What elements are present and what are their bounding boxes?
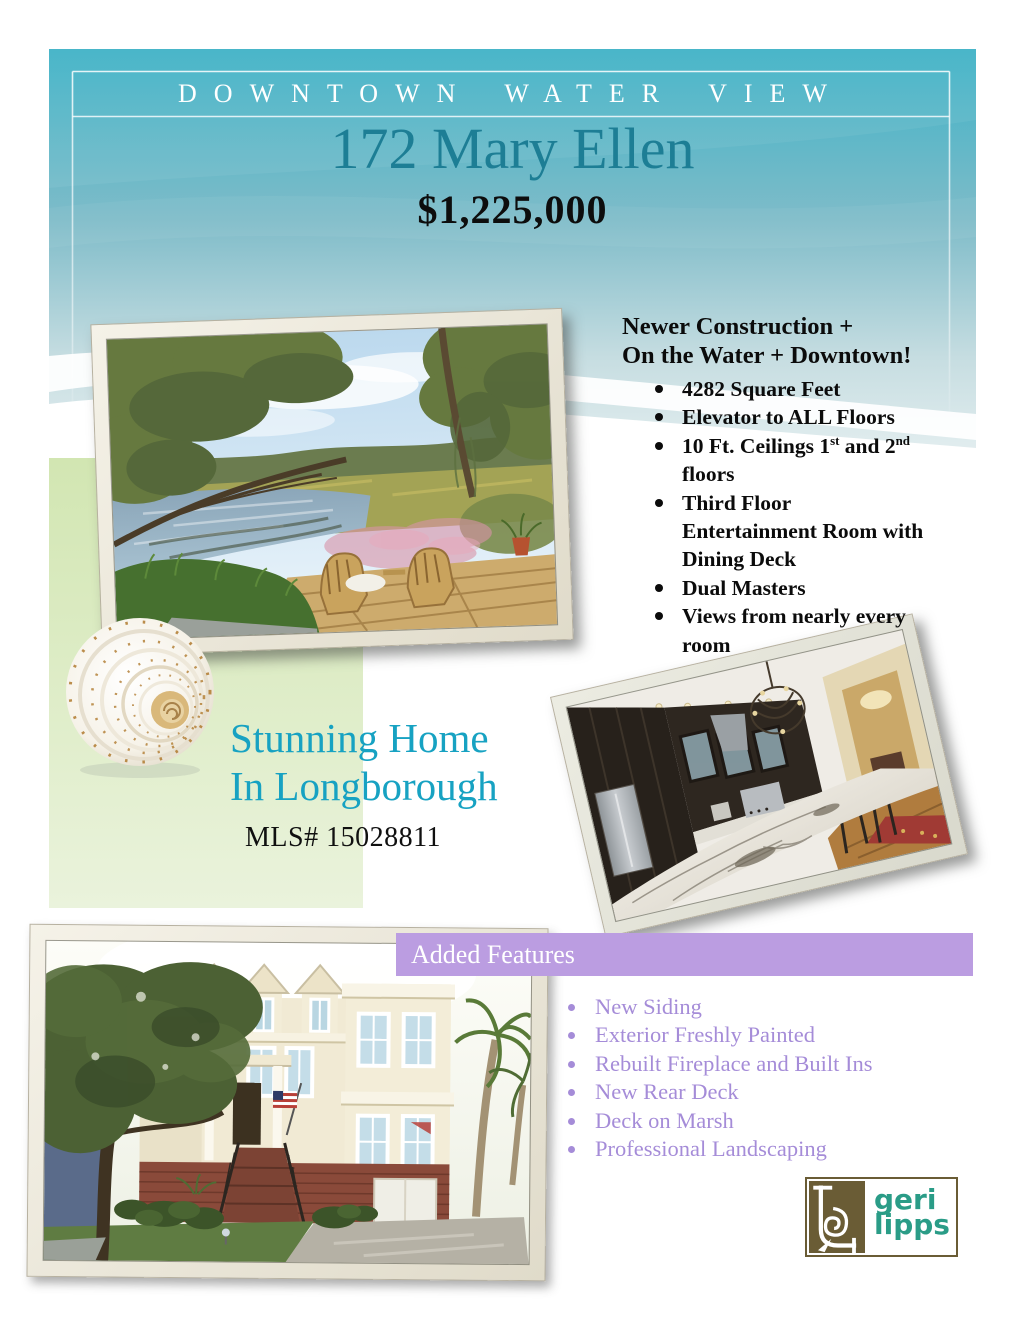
feature-item [622,574,924,602]
logo-word1: geri [874,1183,937,1216]
bullet-icon [655,442,663,450]
banner-title: DOWNTOWN WATER VIEW [178,79,844,108]
logo-flourish-icon [809,1181,865,1253]
feature-item-text: 10 Ft. Ceilings 1st and 2nd floors [682,433,910,487]
house-photo-image [44,941,532,1264]
bullet-icon [568,1004,575,1011]
price-text: $1,225,000 [417,187,608,232]
bullet-icon [568,1118,575,1125]
tagline [230,714,498,810]
feature-item-text: Third Floor Entertainment Room with Dining Deck [682,490,924,572]
feature-item [622,432,924,489]
marsh-photo [90,308,573,656]
feature-item [622,403,924,431]
added-feature-item [560,1107,980,1135]
feature-item [622,602,924,659]
added-feature-item [560,1050,980,1078]
tagline-line2: In Longborough [230,763,498,809]
bullet-icon [568,1146,575,1153]
marsh-photo-image [107,324,557,639]
feature-item [622,489,924,574]
bullet-icon [568,1032,575,1039]
tagline-line1: Stunning Home [230,715,489,761]
added-features-list [560,993,980,1163]
features-heading-line1: Newer Construction + [622,313,854,340]
added-feature-item-text: Deck on Marsh [595,1107,734,1133]
bullet-icon [655,612,663,620]
added-feature-item-text: Rebuilt Fireplace and Built Ins [595,1050,873,1076]
features-list [622,375,924,659]
feature-item-text: 4282 Square Feet [682,377,841,401]
bullet-icon [655,385,663,393]
feature-item [622,375,924,403]
added-features-header: Added Features [411,940,575,969]
feature-item-text: Elevator to ALL Floors [682,405,895,430]
added-feature-item-text: Exterior Freshly Painted [595,1022,815,1048]
seashell-image [64,610,220,780]
added-feature-item [560,1078,980,1106]
added-feature-item [560,993,980,1021]
house-photo [26,924,548,1282]
added-features-bar [396,933,973,976]
bullet-icon [655,584,663,592]
bullet-icon [568,1089,575,1096]
added-feature-item-text: New Rear Deck [595,1079,739,1105]
added-feature-item [560,1135,980,1163]
bullet-icon [655,499,663,507]
features-panel [622,312,974,659]
feature-item-text: Views from nearly every room [682,604,906,657]
page-title: 172 Mary Ellen [330,116,695,181]
bullet-icon [655,413,663,421]
mls-number: MLS# 15028811 [245,822,442,853]
added-feature-item [560,1021,980,1049]
added-features-panel [560,993,980,1163]
feature-item-text: Dual Masters [682,575,806,600]
geri-lipps-logo [805,1177,958,1257]
bullet-icon [568,1061,575,1068]
added-feature-item-text: New Siding [595,994,702,1019]
features-heading-line2: On the Water + Downtown! [622,342,912,369]
added-feature-item-text: Professional Landscaping [595,1136,827,1162]
logo-wordmark [867,1179,956,1255]
logo-word2: lipps [874,1208,950,1241]
